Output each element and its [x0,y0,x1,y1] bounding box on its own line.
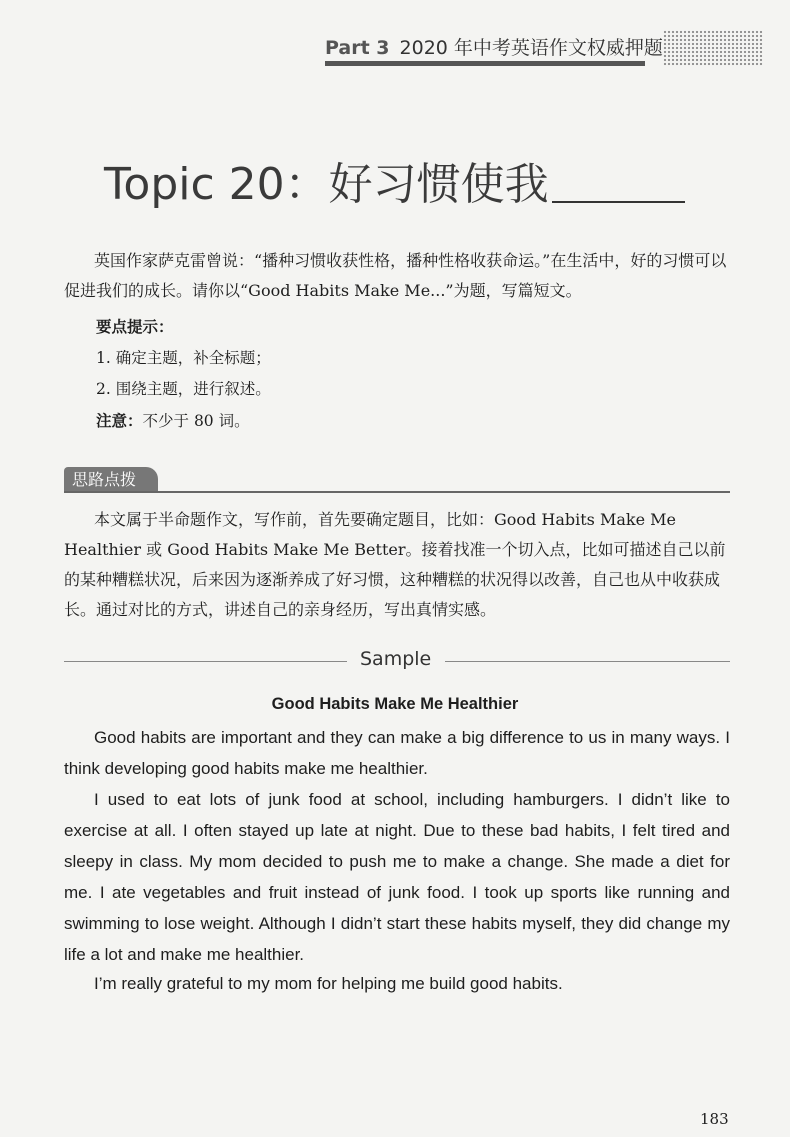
guide-divider [64,491,730,493]
page-number: 183 [700,1110,729,1128]
guide-tag: 思路点拨 [64,467,158,493]
note-label: 注意： [96,412,143,430]
sample-paragraph-2: I used to eat lots of junk food at school, including hamburgers. I didn’t like to exercise at all. I often stayed up late at night. Due to these bad habits, I felt tired and sleepy in class. My mom decided to push me to make a change. She made a diet for me. I ate vegetables and fruit instead of junk food. I took up sports like running and swimming to lose weight. Although I didn’t start these habits myself, they did change my life a lot and make me healthier. [64,790,730,964]
header-title: 2020 年中考英语作文权威押题 [399,37,663,59]
tip-item-2: 2. 围绕主题，进行叙述。 [96,380,271,398]
header-part: Part 3 [325,37,390,59]
header-bar [325,61,645,66]
note-text: 不少于 80 词。 [142,412,250,430]
topic-title: Topic 20：好习惯使我 [104,159,549,210]
guide-text: 本文属于半命题作文，写作前，首先要确定题目，比如：Good Habits Make Me Healthier 或 Good Habits Make Me Better。接着找准一个切入点，比如可描述自己以前的某种糟糕状况，后来因为逐渐养成了好习惯，这种糟糕的状况得以改善，自己也从中收获成长。通过对比的方式，讲述自己的亲身经历，写出真情实感。 [64,510,726,619]
note-line [96,406,250,436]
sample-divider-right [445,661,730,662]
sample-label: Sample [360,648,432,670]
tip-item-1: 1. 确定主题，补全标题； [96,349,271,367]
sample-title: Good Habits Make Me Healthier [271,695,519,713]
running-header [325,33,663,69]
title-blank-line [552,201,685,203]
tips-heading: 要点提示： [96,318,174,336]
header-dot-pattern [663,30,763,66]
sample-divider-left [64,661,347,662]
prompt-intro: 英国作家萨克雷曾说：“播种习惯收获性格，播种性格收获命运。”在生活中，好的习惯可以促进我们的成长。请你以“Good Habits Make Me...”为题，写篇短文。 [64,251,727,300]
sample-paragraph-3: I’m really grateful to my mom for helping me build good habits. [94,974,563,993]
sample-paragraph-1: Good habits are important and they can make a big difference to us in many ways. I think developing good habits make me healthier. [64,728,730,778]
